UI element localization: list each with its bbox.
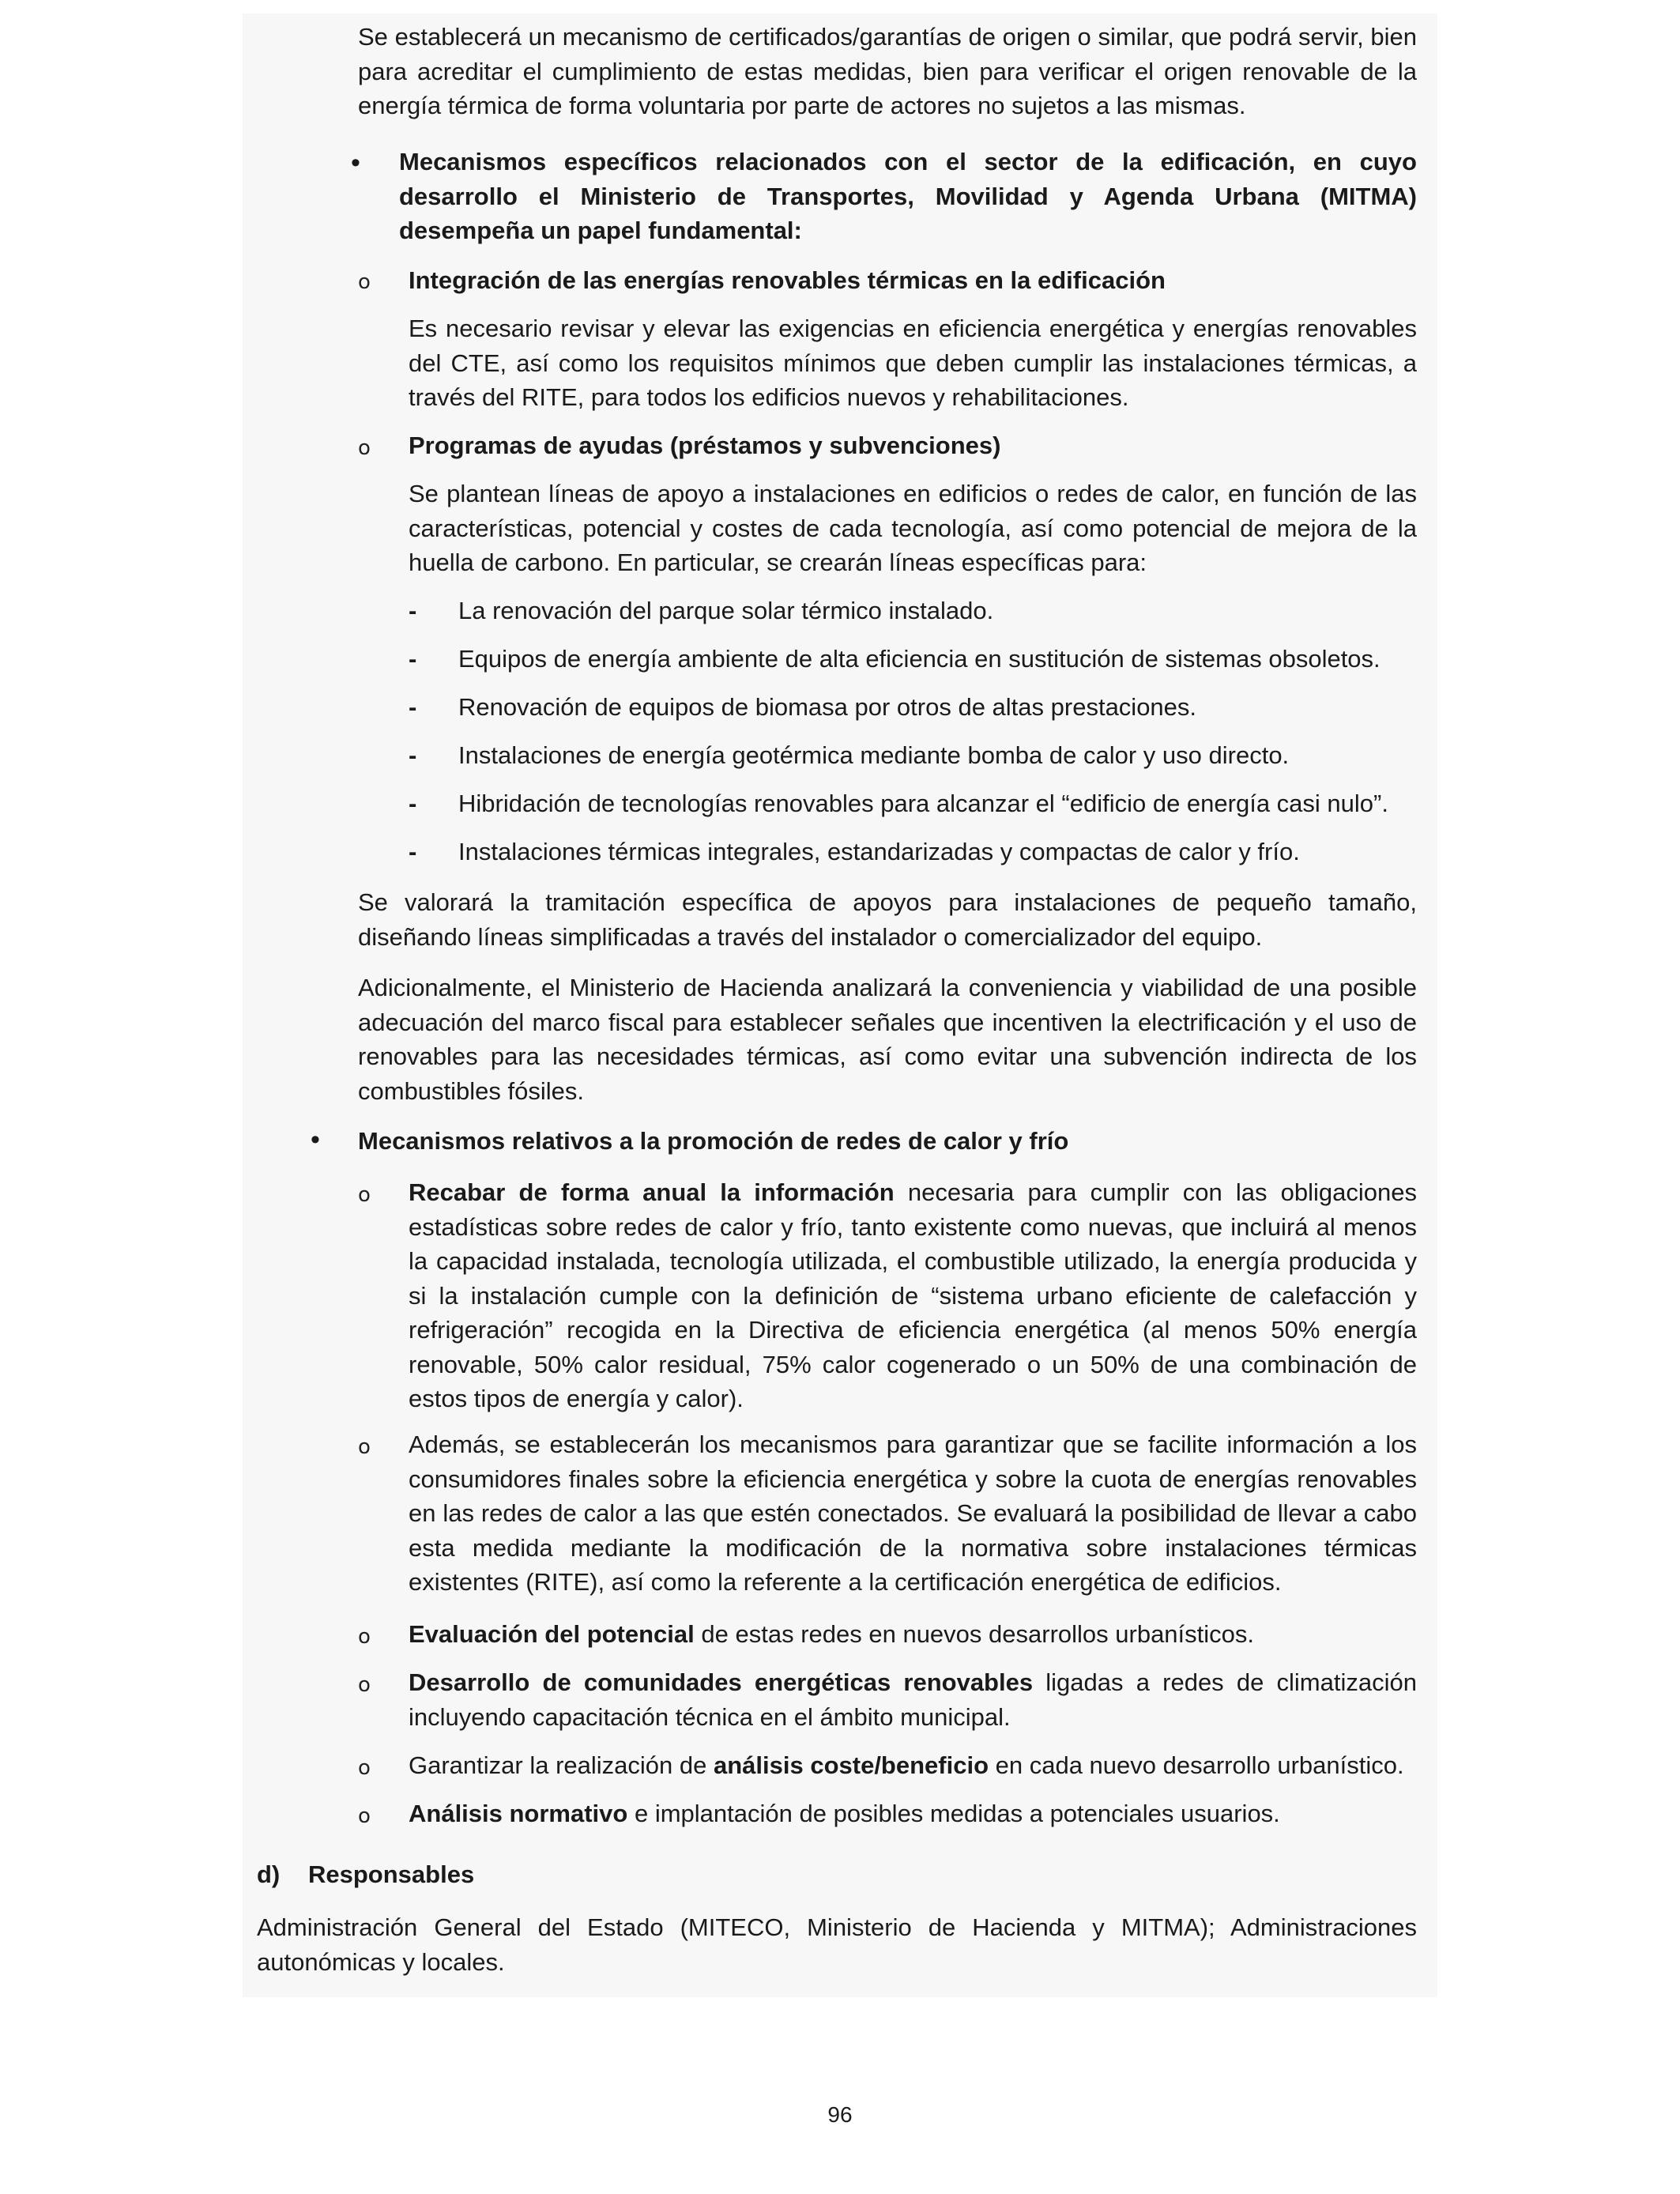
redes-list-item	[409, 1748, 1417, 1783]
redes-list-item	[409, 1665, 1417, 1734]
circle-marker: o	[358, 436, 371, 460]
bullet-marker: •	[351, 148, 360, 178]
programas-list-item: Equipos de energía ambiente de alta eficiencia en sustitución de sistemas obsoletos.	[458, 645, 1381, 673]
redes-item-text: e implantación de posibles medidas a potenciales usuarios.	[627, 1800, 1280, 1827]
integracion-body: Es necesario revisar y elevar las exigencias en eficiencia energética y energías renovables del CTE, así como los requisitos mínimos que deben cumplir las instalaciones térmicas, a través del RITE, para todos los edificios nuevos y rehabilitaciones.	[409, 315, 1417, 411]
programas-title: Programas de ayudas (préstamos y subvenciones)	[409, 432, 1001, 459]
redes-list-item	[409, 1175, 1417, 1416]
responsables-title: Responsables	[308, 1860, 475, 1888]
redes-list-item	[409, 1796, 1417, 1831]
circle-marker: o	[358, 1673, 371, 1697]
circle-marker: o	[358, 1435, 371, 1459]
valorara-paragraph: Se valorará la tramitación específica de apoyos para instalaciones de pequeño tamaño, diseñando líneas simplificadas a través del instalador o comercializador del equipo.	[358, 888, 1417, 951]
programas-list-item: Hibridación de tecnologías renovables para alcanzar el “edificio de energía casi nulo”.	[458, 790, 1388, 817]
redes-item-text: de estas redes en nuevos desarrollos urbanísticos.	[694, 1620, 1255, 1648]
circle-marker: o	[358, 1804, 371, 1828]
intro-paragraph: Se establecerá un mecanismo de certificados/garantías de origen o similar, que podrá servir, bien para acreditar el cumplimiento de estas medidas, bien para verificar el origen renovable de la energía térmica de forma voluntaria por parte de actores no sujetos a las mismas.	[358, 23, 1417, 119]
programas-list-item: Instalaciones de energía geotérmica mediante bomba de calor y uso directo.	[458, 741, 1290, 769]
dash-marker: -	[409, 741, 417, 769]
dash-marker: -	[409, 645, 417, 673]
redes-item-text: necesaria para cumplir con las obligaciones estadísticas sobre redes de calor y frío, tanto existente como nuevas, que incluirá al menos la capacidad instalada, tecnología utilizada, el combustible utilizado, la energía producida y si la instalación cumple con la definición de “sistema urbano eficiente de calefacción y refrigeración” recogida en la Directiva de eficiencia energética (al menos 50% energía renovable, 50% calor residual, 75% calor cogenerado o un 50% de una combinación de estos tipos de energía y calor).	[409, 1178, 1417, 1412]
programas-list-item: Instalaciones térmicas integrales, estandarizadas y compactas de calor y frío.	[458, 838, 1300, 865]
circle-marker: o	[358, 1625, 371, 1649]
bullet-marker: •	[311, 1125, 320, 1155]
redes-list-item	[409, 1427, 1417, 1600]
redes-item-bold: Análisis normativo	[409, 1800, 628, 1827]
section-redes-heading: Mecanismos relativos a la promoción de redes de calor y frío	[358, 1127, 1069, 1155]
redes-item-text: Además, se establecerán los mecanismos para garantizar que se facilite información a los consumidores finales sobre la eficiencia energética y sobre la cuota de energías renovables en las redes de calor a las que estén conectados. Se evaluará la posibilidad de llevar a cabo esta medida mediante la modificación de la normativa sobre instalaciones térmicas existentes (RITE), así como la referente a la certificación energética de edificios.	[409, 1431, 1417, 1596]
redes-item-text: Garantizar la realización de	[409, 1751, 714, 1779]
circle-marker: o	[358, 1183, 371, 1207]
redes-item-text: en cada nuevo desarrollo urbanístico.	[989, 1751, 1404, 1779]
programas-body: Se plantean líneas de apoyo a instalaciones en edificios o redes de calor, en función de las características, potencial y costes de cada tecnología, así como potencial de mejora de la huella de carbono. En particular, se crearán líneas específicas para:	[409, 480, 1417, 576]
redes-item-bold: análisis coste/beneficio	[713, 1751, 989, 1779]
dash-marker: -	[409, 838, 417, 865]
redes-item-bold: Evaluación del potencial	[409, 1620, 695, 1648]
responsables-label: d)	[257, 1860, 281, 1888]
circle-marker: o	[358, 270, 371, 294]
dash-marker: -	[409, 790, 417, 817]
redes-item-bold: Recabar de forma anual la información	[409, 1178, 895, 1206]
dash-marker: -	[409, 693, 417, 721]
section-edificacion-heading: Mecanismos específicos relacionados con el sector de la edificación, en cuyo desarrollo el Ministerio de Transportes, Movilidad y Agenda Urbana (MITMA) desempeña un papel fundamental:	[399, 148, 1417, 244]
redes-item-text: ligadas a redes de climatización incluyendo capacitación técnica en el ámbito municipal.	[409, 1668, 1417, 1731]
circle-marker: o	[358, 1756, 371, 1780]
responsables-body: Administración General del Estado (MITECO, Ministerio de Hacienda y MITMA); Administraciones autonómicas y locales.	[257, 1913, 1417, 1976]
page-number: 96	[827, 2102, 853, 2127]
redes-list-item	[409, 1617, 1417, 1652]
integracion-title: Integración de las energías renovables térmicas en la edificación	[409, 266, 1166, 294]
redes-item-bold: Desarrollo de comunidades energéticas renovables	[409, 1668, 1034, 1696]
dash-marker: -	[409, 597, 417, 624]
hacienda-paragraph: Adicionalmente, el Ministerio de Hacienda analizará la conveniencia y viabilidad de una posible adecuación del marco fiscal para establecer señales que incentiven la electrificación y el uso de renovables para las necesidades térmicas, así como evitar una subvención indirecta de los combustibles fósiles.	[358, 974, 1417, 1105]
programas-list-item: Renovación de equipos de biomasa por otros de altas prestaciones.	[458, 693, 1197, 721]
programas-list-item: La renovación del parque solar térmico instalado.	[458, 597, 994, 624]
